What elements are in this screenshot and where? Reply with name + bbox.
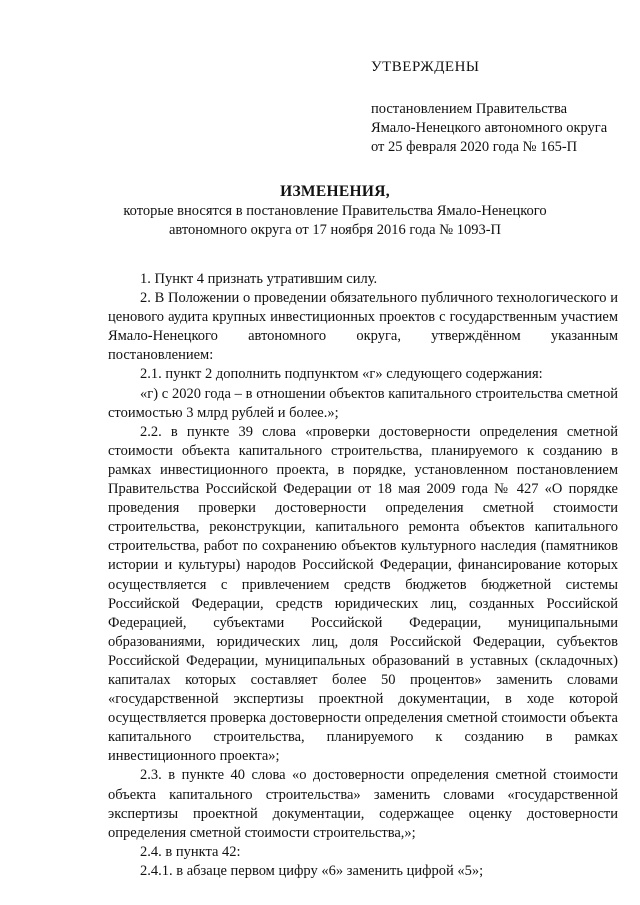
document-subtitle-line-1: которые вносятся в постановление Правительства Ямало-Ненецкого [123, 203, 547, 219]
paragraph-2-4: 2.4. в пункта 42: [140, 843, 241, 860]
paragraph-2-2: 2.2. в пункте 39 слова «проверки достоверности определения сметной стоимости объекта капитального строительства, планируемого к созданию в рамках инвестиционного проекта, в порядке, установленном постановлением Правительства Российской Федерации от 18 мая 2009 года № 427 «О порядке проведения проверки достоверности определения сметной стоимости строительства, реконструкции, капитального ремонта объектов капитального строительства, работ по сохранению объектов культурного наследия (памятников истории и культуры) народов Российской Федерации, финансирование которых осуществляется с привлечением средств бюджетов бюджетной системы Российской Федерации, средств юридических лиц, созданных Российской Федерацией, субъектами Российской Федерации, муниципальными образованиями, юридических лиц, доля Российской Федерации, субъектов Российской Федерации, муниципальных образований в уставных (складочных) капиталах которых составляет более 50 процентов» заменить словами «государственной экспертизы проектной документации, в ходе которой осуществляется проверка достоверности определения сметной стоимости объекта капитального строительства, планируемого к созданию в рамках инвестиционного проекта»; [108, 423, 618, 765]
approval-stamp [371, 58, 621, 157]
paragraph-2: 2. В Положении о проведении обязательного публичного технологического и ценового аудита крупных инвестиционных проектов с государственным участием Ямало-Ненецкого автономного округа, утверждённом указанным постановлением: [108, 290, 618, 364]
document-body [108, 270, 618, 881]
approval-line-3: от 25 февраля 2020 года № 165-П [371, 139, 578, 155]
paragraph-2-1: 2.1. пункт 2 дополнить подпунктом «г» следующего содержания: [140, 366, 543, 383]
paragraph-2-4-1: 2.4.1. в абзаце первом цифру «6» заменить цифрой «5»; [140, 862, 484, 879]
document-title-block [90, 182, 580, 240]
approval-line-1: постановлением Правительства [371, 101, 568, 117]
approval-heading: УТВЕРЖДЕНЫ [371, 59, 480, 75]
document-title: ИЗМЕНЕНИЯ, [280, 183, 390, 200]
document-subtitle-line-2: автономного округа от 17 ноября 2016 года № 1093-П [168, 222, 502, 238]
paragraph-2-1-quote: «г) с 2020 года – в отношении объектов капитального строительства сметной стоимостью 3 млрд рублей и более.»; [108, 385, 618, 421]
paragraph-1: 1. Пункт 4 признать утратившим силу. [140, 271, 378, 287]
approval-line-2: Ямало-Ненецкого автономного округа [371, 120, 608, 136]
paragraph-2-3: 2.3. в пункте 40 слова «о достоверности определения сметной стоимости объекта капитального строительства» заменить словами «государственной экспертизы проектной документации, содержащее оценку достоверности определения сметной стоимости строительства,»; [108, 767, 618, 841]
